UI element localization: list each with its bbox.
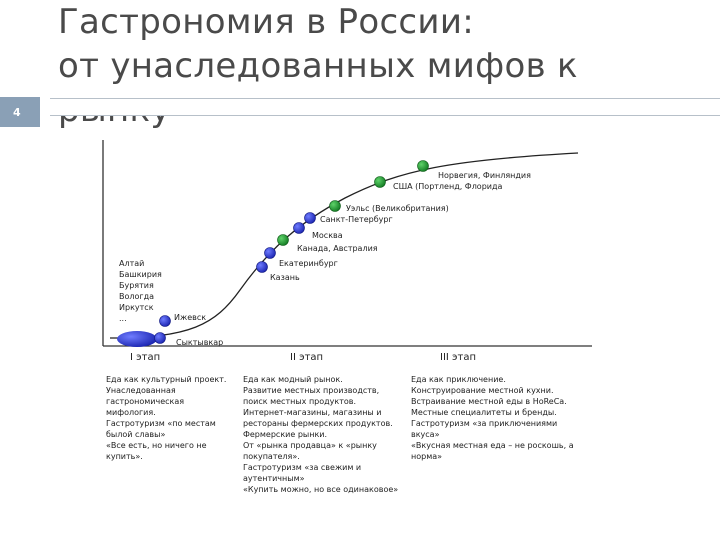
left-label-3: Бурятия	[119, 281, 154, 290]
stage-2-description	[243, 374, 398, 495]
stage-3-description	[411, 374, 574, 462]
stage2-line: рестораны фермерских продуктов.	[243, 419, 393, 428]
page-number: 4	[13, 106, 21, 119]
stage-label-1: I этап	[130, 352, 161, 363]
point-cluster-large	[117, 331, 157, 347]
point-marker-1	[155, 333, 166, 344]
point-label-canada-australia: Канада, Австралия	[297, 244, 378, 253]
point-label-spb: Санкт-Петербург	[320, 215, 393, 224]
point-marker-7	[305, 213, 316, 224]
stage3-line: норма»	[411, 452, 443, 461]
point-label-norway-finland: Норвегия, Финляндия	[438, 171, 531, 180]
left-region-list	[119, 258, 162, 324]
point-marker-5	[278, 235, 289, 246]
stage1-line: купить».	[106, 452, 143, 461]
stage1-line: гастрономическая	[106, 397, 185, 406]
stage2-line: Еда как модный рынок.	[243, 375, 343, 384]
point-label-izhevsk: Ижевск	[174, 313, 207, 322]
stage2-line: От «рынка продавца» к «рынку	[243, 441, 377, 450]
left-label-4: Вологда	[119, 292, 155, 301]
stage3-line: Встраивание местной еды в HoReCa.	[411, 397, 567, 406]
stage1-line: мифология.	[106, 408, 156, 417]
point-marker-10	[418, 161, 429, 172]
left-label-5: Иркутск	[119, 303, 154, 312]
left-label-1: Алтай	[119, 259, 145, 268]
stage1-line: «Все есть, но ничего не	[106, 441, 207, 450]
point-label-usa: США (Портленд, Флорида	[393, 182, 503, 191]
stage-1-description	[106, 374, 226, 462]
point-label-moscow: Москва	[312, 231, 343, 240]
left-label-2: Башкирия	[119, 270, 162, 279]
stage3-line: Еда как приключение.	[411, 375, 506, 384]
point-marker-6	[294, 223, 305, 234]
stage2-line: аутентичным»	[243, 474, 305, 483]
stage-label-3: III этап	[440, 352, 477, 363]
stage2-line: поиск местных продуктов.	[243, 397, 357, 406]
stage2-line: Фермерские рынки.	[243, 430, 328, 439]
point-label-wales: Уэльс (Великобритания)	[346, 204, 449, 213]
stage3-line: Конструирование местной кухни.	[411, 386, 554, 395]
left-label-6: ...	[119, 314, 127, 323]
stage3-line: «Вкусная местная еда – не роскошь, а	[411, 441, 574, 450]
stage3-line: Гастротуризм «за приключениями	[411, 419, 558, 428]
stage2-line: Гастротуризм «за свежим и	[243, 463, 362, 472]
stage2-line: Интернет-магазины, магазины и	[243, 408, 382, 417]
title-line-1: Гастрономия в России:	[58, 2, 474, 42]
point-label-ekaterinburg: Екатеринбург	[279, 259, 338, 268]
stage1-line: Унаследованная	[106, 386, 176, 395]
stage1-line: былой славы»	[106, 430, 166, 439]
stage1-line: Еда как культурный проект.	[106, 375, 227, 384]
stage2-line: Развитие местных производств,	[243, 386, 380, 395]
stage1-line: Гастротуризм «по местам	[106, 419, 216, 428]
point-marker-9	[375, 177, 386, 188]
point-label-syktyvkar: Сыктывкар	[176, 338, 224, 347]
stage-label-2: II этап	[290, 352, 324, 363]
stage2-line: «Купить можно, но все одинаковое»	[243, 485, 399, 494]
title-line-2: от унаследованных мифов к	[58, 46, 578, 86]
point-marker-4	[265, 248, 276, 259]
stage3-line: Местные специалитеты и бренды.	[411, 408, 557, 417]
point-marker-3	[257, 262, 268, 273]
stage2-line: покупателя».	[243, 452, 300, 461]
point-marker-8	[330, 201, 341, 212]
point-label-kazan: Казань	[270, 273, 300, 282]
stage3-line: вкуса»	[411, 430, 440, 439]
